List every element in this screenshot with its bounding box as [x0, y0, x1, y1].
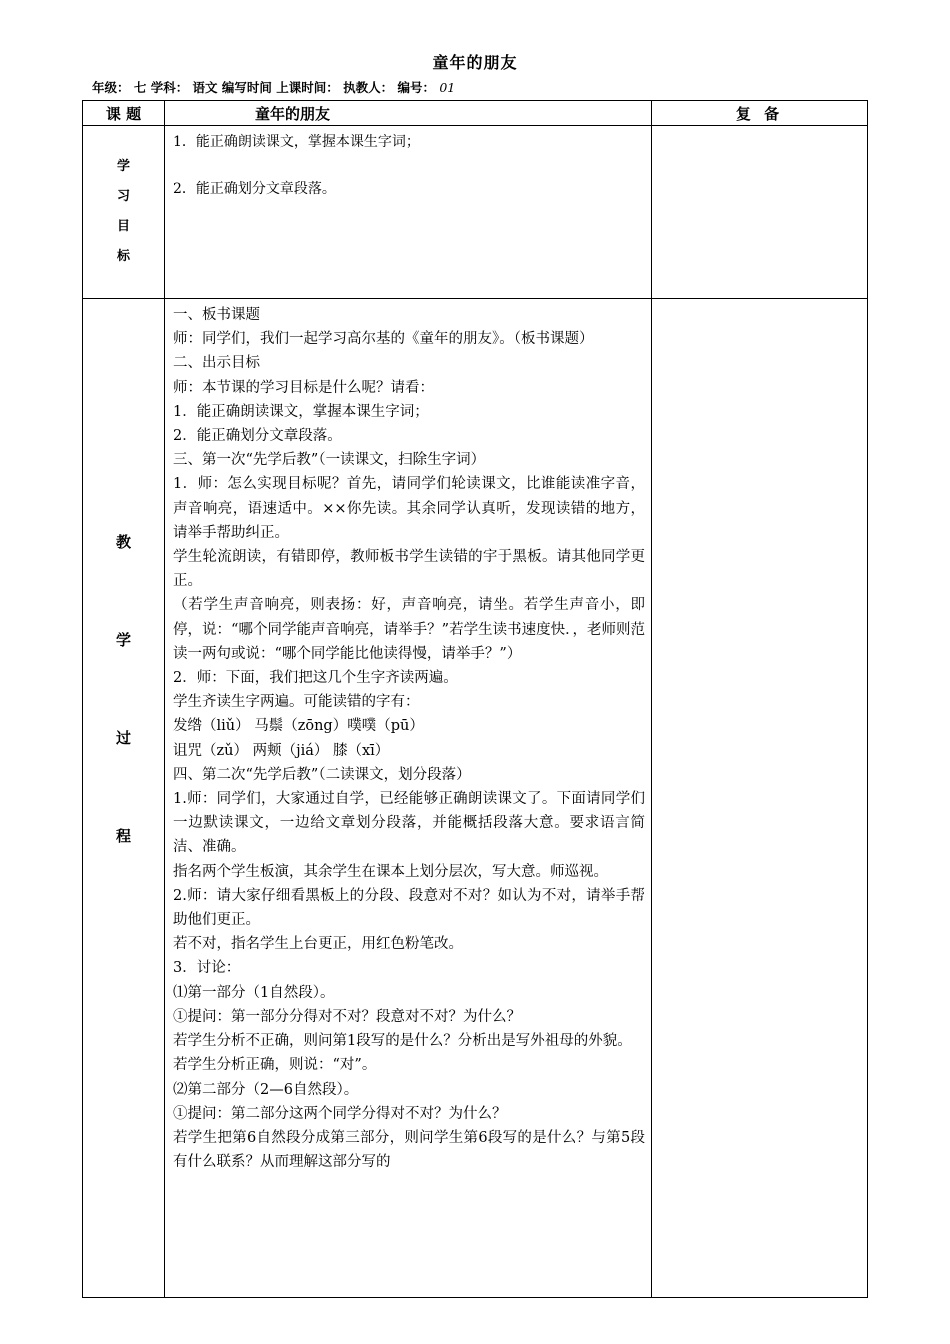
process-side-label: [83, 299, 165, 1298]
process-line: 1．师：怎么实现目标呢？首先，请同学们轮读课文，比谁能读准字音，声音响亮，语速适中。××你先读。其余同学认真听，发现读错的地方，请举手帮助纠正。: [173, 476, 645, 541]
process-line: 1．能正确朗读课文，掌握本课生字词；: [173, 403, 429, 420]
process-side-char: 过: [115, 729, 131, 747]
process-line: 三、第一次“先学后教”（一读课文，扫除生字词）: [173, 452, 486, 469]
process-side-char: 程: [115, 827, 131, 845]
goal-item: 1．能正确朗读课文，掌握本课生字词；: [173, 134, 420, 150]
process-side-char: 学: [115, 631, 131, 649]
process-line: 3．讨论：: [173, 960, 241, 977]
process-line: 师：同学们，我们一起学习高尔基的《童年的朋友》。（板书课题）: [173, 331, 594, 348]
goals-side-char: 标: [116, 249, 130, 264]
process-line: 若不对，指名学生上台更正，用红色粉笔改。: [173, 936, 463, 953]
process-line: （若学生声音响亮，则表扬：好，声音响亮，请坐。若学生声音小，即停，说：“哪个同学能声音响亮，请举手？”若学生读书速度快．，老师则范读一两句或说：“哪个同学能比他读得慢，请举手？”）: [173, 597, 645, 662]
process-content: [165, 299, 652, 1298]
process-line: 指名两个学生板演，其余学生在课本上划分层次，写大意。师巡视。: [173, 863, 608, 880]
goal-item: 2．能正确划分文章段落。: [173, 181, 336, 197]
lesson-plan-table: [82, 100, 868, 1298]
goals-side-char: 习: [116, 189, 130, 204]
process-line: 1.师：同学们，大家通过自学，已经能够正确朗读课文了。下面请同学们一边默读课文，一边给文章划分段落，并能概括段落大意。要求语言简洁、准确。: [173, 791, 645, 856]
header-topic-value: 童年的朋友: [165, 101, 652, 126]
goals-row: [83, 126, 868, 299]
process-line: 2.师：请大家仔细看黑板上的分段、段意对不对？如认为不对，请举手帮助他们更正。: [173, 887, 645, 929]
header-review-label: 复 备: [652, 101, 868, 126]
process-line: 发绺（liǔ） 马鬃（zōng）噗噗（pū）: [173, 718, 424, 735]
process-line: 四、第二次“先学后教”（二读课文，划分段落）: [173, 766, 471, 783]
process-line: 学生齐读生字两遍。可能读错的字有：: [173, 694, 420, 711]
process-row: [83, 299, 868, 1298]
process-line: 师：本节课的学习目标是什么呢？请看：: [173, 379, 434, 396]
process-line: 一、板书课题: [173, 307, 260, 323]
process-line: 诅咒（zǔ） 两颊（jiá） 膝（xī）: [173, 742, 390, 759]
meta-number: 01: [439, 80, 456, 95]
document-title: 童年的朋友: [432, 53, 518, 72]
goals-content: [165, 126, 652, 299]
process-line: ⑴第一部分（1自然段）。: [173, 984, 335, 1001]
table-header-row: [83, 101, 868, 126]
goals-side-label: [83, 126, 165, 299]
process-line: 若学生把第6自然段分成第三部分，则问学生第6段写的是什么？与第5段有什么联系？从而理解这部分写的: [173, 1129, 645, 1171]
goals-review-cell: [652, 126, 868, 299]
goals-side-char: 目: [116, 219, 130, 234]
meta-line: [92, 78, 862, 96]
process-line: 二、出示目标: [173, 355, 260, 372]
process-line: ①提问：第二部分这两个同学分得对不对？为什么？: [173, 1105, 507, 1122]
process-review-cell: [652, 299, 868, 1298]
process-line: 学生轮流朗读，有错即停，教师板书学生读错的宇于黑板。请其他同学更正。: [173, 549, 645, 590]
header-topic-label: 课 题: [83, 101, 165, 126]
process-line: 若学生分析正确，则说：“对”。: [173, 1057, 377, 1074]
process-line: ⑵第二部分（2—6自然段）。: [173, 1081, 359, 1098]
meta-fields: 年级： 七 学科： 语文 编写时间 上课时间： 执教人： 编号：: [92, 80, 435, 95]
process-line: 2．能正确划分文章段落。: [173, 428, 342, 445]
goals-side-char: 学: [116, 159, 130, 174]
process-line: 2．师：下面，我们把这几个生字齐读两遍。: [173, 670, 458, 687]
process-side-char: 教: [115, 533, 131, 551]
process-line: ①提问：第一部分分得对不对？段意对不对？为什么？: [173, 1008, 521, 1025]
process-line: 若学生分析不正确，则问第1段写的是什么？分析出是写外祖母的外貌。: [173, 1033, 632, 1050]
